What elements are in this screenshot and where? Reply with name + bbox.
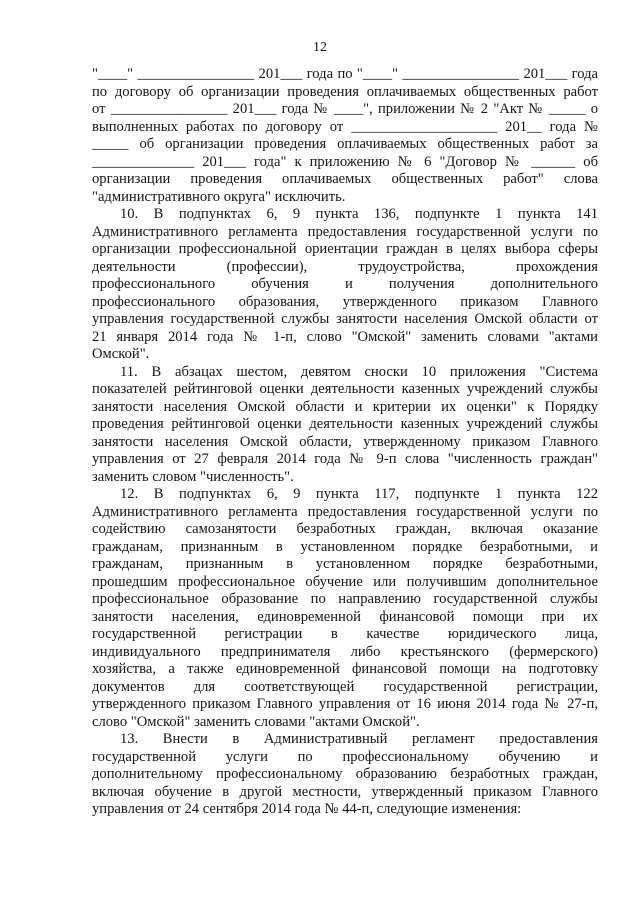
text-line: управления от 27 февраля 2014 года № 9-п слова "численность граждан": [92, 451, 598, 467]
paragraph-item-12: [92, 486, 598, 731]
text-line: выполненных работах по договору от ____________________ 201__ года №: [92, 118, 598, 135]
text-line: _____ об организации проведения оплачиваемых общественных работ за: [92, 136, 598, 152]
text-line: Административного регламента предоставления государственной услуги по: [92, 223, 598, 240]
text-line: дополнительному профессиональному образованию безработных граждан,: [92, 766, 598, 782]
text-line: государственной регистрации в качестве юридического лица,: [92, 626, 598, 642]
text-line: хозяйства, а также единовременной финансовой помощи на подготовку: [92, 661, 598, 677]
text-line: 11. В абзацах шестом, девятом сноски 10 приложения "Система: [120, 363, 598, 380]
text-line: "административного округа" исключить.: [92, 188, 346, 205]
paragraph-item-13: [92, 731, 598, 819]
text-line: 13. Внести в Административный регламент предоставления: [120, 731, 598, 747]
document-body: [92, 66, 598, 819]
text-line: гражданам, признанным в установленном порядке безработными, и: [92, 538, 598, 555]
text-line: от ________________ 201___ года № ____", приложении № 2 "Акт № _____ о: [92, 101, 598, 117]
text-line: слово "Омской" заменить словами "актами Омской".: [92, 713, 420, 730]
text-line: проведения рейтинговой оценки деятельности казенных учреждений службы: [92, 416, 598, 432]
text-line: 10. В подпунктах 6, 9 пункта 136, подпункте 1 пункта 141: [120, 206, 598, 222]
page-number: 12: [313, 40, 327, 55]
text-line: организации проведения оплачиваемых общественных работ" слова: [92, 171, 598, 187]
text-line: управления государственной службы занятости населения Омской области от: [92, 311, 598, 327]
text-line: ______________ 201___ года" к приложению № 6 "Договор № ______ об: [92, 153, 598, 170]
text-line: занятости населения Омской области, утвержденному приказом Главного: [92, 433, 598, 450]
text-line: индивидуального предпринимателя либо крестьянского (фермерского): [92, 643, 598, 660]
text-line: занятости населения Омской области и критерии их оценки" к Порядку: [92, 398, 598, 415]
text-line: по договору об организации проведения оплачиваемых общественных работ: [92, 83, 598, 100]
text-line: содействию самозанятости безработных граждан, включая оказание: [92, 521, 598, 537]
text-line: показателей рейтинговой оценки деятельности казенных учреждений службы: [92, 381, 598, 397]
text-line: 12. В подпунктах 6, 9 пункта 117, подпункте 1 пункта 122: [120, 486, 598, 502]
text-line: прошедшим профессиональное обучение или получившим дополнительное: [92, 573, 598, 590]
text-line: профессионального обучения и получения дополнительного: [92, 276, 598, 292]
paragraph-item-11: [92, 364, 598, 487]
text-line: занятости населения, единовременной финансовой помощи при их: [92, 608, 598, 625]
text-line: заменить словом "численность".: [92, 468, 294, 485]
text-line: включая обучение в другой местности, утвержденный приказом Главного: [92, 783, 598, 800]
text-line: 21 января 2014 года № 1-п, слово "Омской" заменить словами "актами: [92, 328, 598, 345]
text-line: "____" ________________ 201___ года по "____" ________________ 201___ года: [92, 66, 598, 82]
text-line: Омской".: [92, 346, 150, 362]
text-line: утвержденного приказом Главного управления от 16 июня 2014 года № 27-п,: [92, 696, 598, 712]
paragraph-continuation: [92, 66, 598, 206]
text-line: управления от 24 сентября 2014 года № 44-п, следующие изменения:: [92, 801, 522, 817]
text-line: деятельности (профессии), трудоустройства, прохождения: [92, 258, 598, 275]
text-line: документов для соответствующей государственной регистрации,: [92, 678, 598, 695]
text-line: Административного регламента предоставления государственной услуги по: [92, 503, 598, 520]
text-line: профессиональное образование по направлению государственной службы: [92, 591, 598, 607]
paragraph-item-10: [92, 206, 598, 364]
text-line: гражданам, признанным в установленном порядке безработными,: [92, 556, 598, 572]
text-line: профессионального образования, утвержденного приказом Главного: [92, 293, 598, 310]
text-line: государственной услуги по профессиональному обучению и: [92, 748, 598, 765]
text-line: организации профессиональной ориентации граждан в целях выбора сферы: [92, 241, 598, 257]
